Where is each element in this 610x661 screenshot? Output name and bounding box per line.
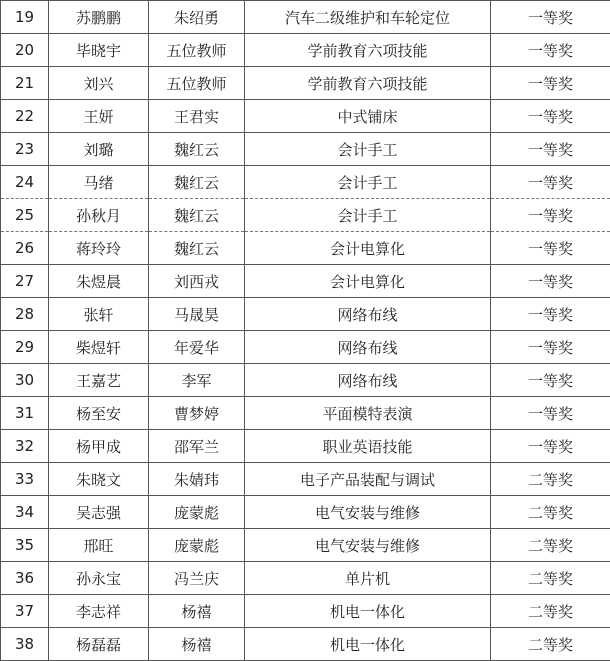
event-name-cell: 会计手工 xyxy=(245,199,491,232)
coach-name-cell: 魏红云 xyxy=(149,232,245,265)
prize-level-cell: 二等奖 xyxy=(491,628,610,661)
event-name-cell: 平面模特表演 xyxy=(245,397,491,430)
student-name-cell: 毕晓宇 xyxy=(49,34,149,67)
student-name-cell: 孙永宝 xyxy=(49,562,149,595)
student-name-cell: 杨甲成 xyxy=(49,430,149,463)
table-row xyxy=(1,430,610,463)
prize-level-cell: 一等奖 xyxy=(491,364,610,397)
coach-name-cell: 庞蒙彪 xyxy=(149,496,245,529)
row-number-cell: 27 xyxy=(1,265,49,298)
prize-level-cell: 一等奖 xyxy=(491,100,610,133)
row-number-cell: 29 xyxy=(1,331,49,364)
coach-name-cell: 李军 xyxy=(149,364,245,397)
prize-level-cell: 一等奖 xyxy=(491,133,610,166)
student-name-cell: 孙秋月 xyxy=(49,199,149,232)
row-number-cell: 30 xyxy=(1,364,49,397)
coach-name-cell: 庞蒙彪 xyxy=(149,529,245,562)
student-name-cell: 杨磊磊 xyxy=(49,628,149,661)
table-row xyxy=(1,34,610,67)
prize-level-cell: 一等奖 xyxy=(491,265,610,298)
prize-level-cell: 二等奖 xyxy=(491,496,610,529)
student-name-cell: 李志祥 xyxy=(49,595,149,628)
student-name-cell: 柴煜轩 xyxy=(49,331,149,364)
student-name-cell: 朱晓文 xyxy=(49,463,149,496)
event-name-cell: 学前教育六项技能 xyxy=(245,67,491,100)
prize-level-cell: 二等奖 xyxy=(491,463,610,496)
event-name-cell: 职业英语技能 xyxy=(245,430,491,463)
row-number-cell: 35 xyxy=(1,529,49,562)
coach-name-cell: 杨禧 xyxy=(149,628,245,661)
table-row xyxy=(1,595,610,628)
prize-level-cell: 一等奖 xyxy=(491,199,610,232)
prize-level-cell: 一等奖 xyxy=(491,430,610,463)
event-name-cell: 会计电算化 xyxy=(245,265,491,298)
coach-name-cell: 朱绍勇 xyxy=(149,1,245,34)
prize-level-cell: 一等奖 xyxy=(491,67,610,100)
row-number-cell: 37 xyxy=(1,595,49,628)
coach-name-cell: 马晟昊 xyxy=(149,298,245,331)
table-row xyxy=(1,1,610,34)
coach-name-cell: 年爱华 xyxy=(149,331,245,364)
event-name-cell: 会计电算化 xyxy=(245,232,491,265)
row-number-cell: 28 xyxy=(1,298,49,331)
table-row xyxy=(1,298,610,331)
prize-level-cell: 一等奖 xyxy=(491,298,610,331)
prize-level-cell: 一等奖 xyxy=(491,166,610,199)
coach-name-cell: 魏红云 xyxy=(149,166,245,199)
table-row xyxy=(1,166,610,199)
row-number-cell: 24 xyxy=(1,166,49,199)
row-number-cell: 19 xyxy=(1,1,49,34)
prize-level-cell: 一等奖 xyxy=(491,331,610,364)
coach-name-cell: 刘西戎 xyxy=(149,265,245,298)
event-name-cell: 机电一体化 xyxy=(245,595,491,628)
event-name-cell: 汽车二级维护和车轮定位 xyxy=(245,1,491,34)
student-name-cell: 刘兴 xyxy=(49,67,149,100)
student-name-cell: 蒋玲玲 xyxy=(49,232,149,265)
table-row xyxy=(1,628,610,661)
event-name-cell: 单片机 xyxy=(245,562,491,595)
event-name-cell: 中式铺床 xyxy=(245,100,491,133)
event-name-cell: 机电一体化 xyxy=(245,628,491,661)
table-row xyxy=(1,463,610,496)
student-name-cell: 杨至安 xyxy=(49,397,149,430)
table-row xyxy=(1,331,610,364)
table-row xyxy=(1,67,610,100)
student-name-cell: 吴志强 xyxy=(49,496,149,529)
student-name-cell: 马绪 xyxy=(49,166,149,199)
table-row xyxy=(1,232,610,265)
table-row xyxy=(1,199,610,232)
table-row xyxy=(1,529,610,562)
awards-table-body xyxy=(1,1,610,661)
event-name-cell: 学前教育六项技能 xyxy=(245,34,491,67)
prize-level-cell: 一等奖 xyxy=(491,1,610,34)
student-name-cell: 朱煜晨 xyxy=(49,265,149,298)
row-number-cell: 21 xyxy=(1,67,49,100)
row-number-cell: 34 xyxy=(1,496,49,529)
row-number-cell: 32 xyxy=(1,430,49,463)
event-name-cell: 电气安装与维修 xyxy=(245,496,491,529)
coach-name-cell: 邵军兰 xyxy=(149,430,245,463)
event-name-cell: 会计手工 xyxy=(245,166,491,199)
coach-name-cell: 五位教师 xyxy=(149,34,245,67)
coach-name-cell: 魏红云 xyxy=(149,133,245,166)
row-number-cell: 36 xyxy=(1,562,49,595)
row-number-cell: 20 xyxy=(1,34,49,67)
row-number-cell: 25 xyxy=(1,199,49,232)
table-row xyxy=(1,562,610,595)
row-number-cell: 26 xyxy=(1,232,49,265)
event-name-cell: 网络布线 xyxy=(245,331,491,364)
coach-name-cell: 曹梦婷 xyxy=(149,397,245,430)
coach-name-cell: 魏红云 xyxy=(149,199,245,232)
prize-level-cell: 一等奖 xyxy=(491,34,610,67)
row-number-cell: 33 xyxy=(1,463,49,496)
event-name-cell: 网络布线 xyxy=(245,364,491,397)
event-name-cell: 会计手工 xyxy=(245,133,491,166)
table-row xyxy=(1,364,610,397)
table-row xyxy=(1,397,610,430)
prize-level-cell: 一等奖 xyxy=(491,232,610,265)
coach-name-cell: 王君实 xyxy=(149,100,245,133)
student-name-cell: 王嘉艺 xyxy=(49,364,149,397)
prize-level-cell: 二等奖 xyxy=(491,595,610,628)
event-name-cell: 网络布线 xyxy=(245,298,491,331)
prize-level-cell: 一等奖 xyxy=(491,397,610,430)
event-name-cell: 电气安装与维修 xyxy=(245,529,491,562)
table-row xyxy=(1,133,610,166)
coach-name-cell: 杨禧 xyxy=(149,595,245,628)
event-name-cell: 电子产品装配与调试 xyxy=(245,463,491,496)
student-name-cell: 刘璐 xyxy=(49,133,149,166)
prize-level-cell: 二等奖 xyxy=(491,562,610,595)
table-row xyxy=(1,265,610,298)
table-row xyxy=(1,100,610,133)
student-name-cell: 邢旺 xyxy=(49,529,149,562)
student-name-cell: 苏鹏鹏 xyxy=(49,1,149,34)
row-number-cell: 23 xyxy=(1,133,49,166)
prize-level-cell: 二等奖 xyxy=(491,529,610,562)
student-name-cell: 王妍 xyxy=(49,100,149,133)
student-name-cell: 张轩 xyxy=(49,298,149,331)
coach-name-cell: 朱婧玮 xyxy=(149,463,245,496)
coach-name-cell: 五位教师 xyxy=(149,67,245,100)
row-number-cell: 22 xyxy=(1,100,49,133)
row-number-cell: 31 xyxy=(1,397,49,430)
row-number-cell: 38 xyxy=(1,628,49,661)
coach-name-cell: 冯兰庆 xyxy=(149,562,245,595)
table-row xyxy=(1,496,610,529)
